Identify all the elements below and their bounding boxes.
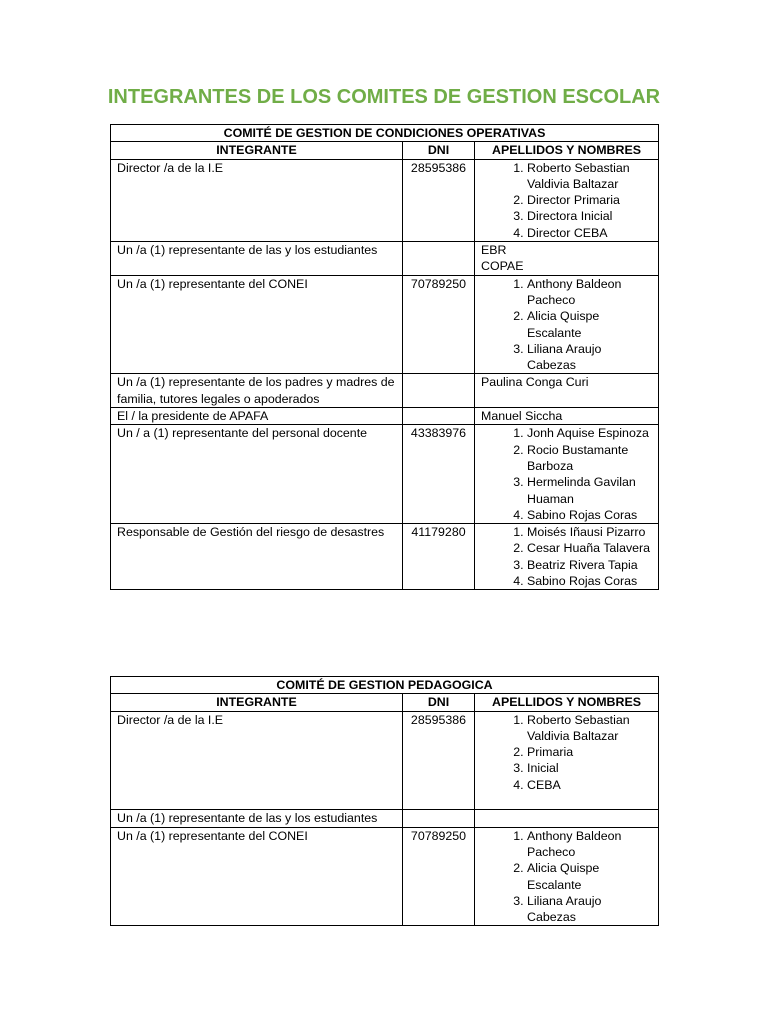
table-row [111,524,659,590]
names-list [481,276,652,374]
list-item: 4. Sabino Rojas Coras [527,507,652,523]
name-line: Manuel Siccha [481,409,563,424]
list-item: 3. Beatriz Rivera Tapia [527,557,652,573]
list-item: 1. Anthony Baldeon Pacheco [527,276,652,309]
table-row [111,827,659,926]
name-line: Paulina Conga Curi [481,375,589,390]
list-item: 1. Roberto Sebastian Valdivia Baltazar [527,160,652,193]
column-header: DNI [403,694,475,711]
dni-cell: 43383976 [403,425,475,524]
names-cell [475,827,659,926]
list-item: 3. Liliana Araujo Cabezas [527,341,652,374]
names-cell [475,374,659,408]
names-cell [475,524,659,590]
names-cell [475,425,659,524]
table-row [111,408,659,425]
dni-cell: 70789250 [403,275,475,374]
list-item: 2. Primaria [527,744,652,760]
names-list [481,425,652,523]
integrante-cell: Responsable de Gestión del riesgo de desastres [111,524,403,590]
column-header: APELLIDOS Y NOMBRES [475,694,659,711]
column-header-row [111,694,659,711]
list-item: 2. Rocio Bustamante Barboza [527,442,652,475]
integrante-cell: Director /a de la I.E [111,159,403,241]
integrante-cell: Un /a (1) representante de las y los estudiantes [111,242,403,276]
column-header: DNI [403,142,475,159]
names-cell [475,711,659,810]
integrante-cell: Un /a (1) representante del CONEI [111,275,403,374]
list-item: 3. Directora Inicial [527,208,652,224]
dni-cell [403,374,475,408]
names-cell [475,408,659,425]
integrante-cell: Un /a (1) representante de los padres y madres de familia, tutores legales o apoderados [111,374,403,408]
list-item: 3. Inicial [527,760,652,776]
names-cell [475,810,659,827]
page-title: INTEGRANTES DE LOS COMITES DE GESTION ESCOLAR [107,86,661,108]
committee-heading: COMITÉ DE GESTION PEDAGOGICA [111,677,659,694]
dni-cell [403,810,475,827]
names-list [481,712,652,793]
table-row [111,275,659,374]
column-header: INTEGRANTE [111,694,403,711]
names-cell [475,159,659,241]
names-cell [475,275,659,374]
dni-cell [403,242,475,276]
dni-cell: 28595386 [403,711,475,810]
table-row [111,810,659,827]
committee-heading-row [111,125,659,142]
committee-heading: COMITÉ DE GESTION DE CONDICIONES OPERATIVAS [111,125,659,142]
list-item: 2. Director Primaria [527,192,652,208]
dni-cell: 28595386 [403,159,475,241]
table-row [111,242,659,276]
name-line: COPAE [481,259,524,274]
list-item: 2. Cesar Huaña Talavera [527,540,652,556]
names-cell [475,242,659,276]
list-item: 1. Jonh Aquise Espinoza [527,425,652,441]
list-item: 4. Sabino Rojas Coras [527,573,652,589]
names-list [481,160,652,241]
list-item: 2. Alicia Quispe Escalante [527,860,652,893]
table-row [111,425,659,524]
list-item: 1. Anthony Baldeon Pacheco [527,828,652,861]
integrante-cell: Director /a de la I.E [111,711,403,810]
dni-cell: 70789250 [403,827,475,926]
list-item: 1. Moisés Iñausi Pizarro [527,524,652,540]
list-item: 3. Liliana Araujo Cabezas [527,893,652,926]
committee-table-pedagogica [110,676,659,926]
integrante-cell: El / la presidente de APAFA [111,408,403,425]
integrante-cell: Un / a (1) representante del personal docente [111,425,403,524]
table-row [111,711,659,810]
list-item: 4. CEBA [527,777,652,793]
list-item: 1. Roberto Sebastian Valdivia Baltazar [527,712,652,745]
list-item: 3. Hermelinda Gavilan Huaman [527,474,652,507]
table-row [111,159,659,241]
name-line: EBR [481,243,507,258]
column-header: INTEGRANTE [111,142,403,159]
table-row [111,374,659,408]
integrante-cell: Un /a (1) representante del CONEI [111,827,403,926]
dni-cell: 41179280 [403,524,475,590]
names-list [481,828,652,926]
list-item: 4. Director CEBA [527,225,652,241]
column-header: APELLIDOS Y NOMBRES [475,142,659,159]
committee-table-operativas [110,124,659,590]
dni-cell [403,408,475,425]
integrante-cell: Un /a (1) representante de las y los estudiantes [111,810,403,827]
list-item: 2. Alicia Quispe Escalante [527,308,652,341]
column-header-row [111,142,659,159]
committee-heading-row [111,677,659,694]
names-list [481,524,652,589]
